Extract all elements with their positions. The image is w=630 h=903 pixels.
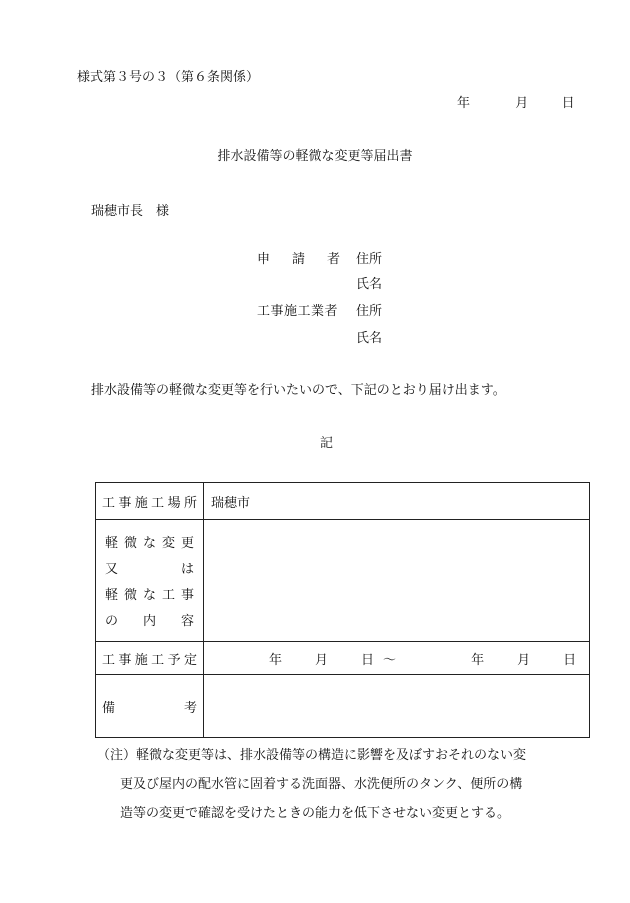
remarks-row <box>96 675 590 738</box>
applicant-address-label: 住所 <box>356 252 383 267</box>
schedule-year-1: 年 <box>269 652 283 668</box>
location-label-cell <box>96 483 204 520</box>
schedule-day-2: 日 <box>563 652 577 668</box>
statement: 排水設備等の軽微な変更等を行いたいので、下記のとおり届け出ます。 <box>91 383 506 398</box>
schedule-month-2: 月 <box>517 652 531 668</box>
date-line <box>457 97 575 110</box>
schedule-day-1: 日 <box>361 652 375 668</box>
location-value: 瑞穂市 <box>204 483 590 520</box>
location-label: 工 事 施 工 場 所 <box>102 495 197 511</box>
details-table <box>95 482 590 738</box>
schedule-label: 工 事 施 工 予 定 <box>102 652 197 668</box>
schedule-tilde: ～ <box>383 652 397 668</box>
applicant-name-label: 氏名 <box>356 277 383 292</box>
note-prefix: （注） <box>97 748 137 763</box>
location-row <box>96 483 590 520</box>
contractor-address-label: 住所 <box>356 304 383 319</box>
content-row <box>96 520 590 642</box>
content-label: 軽 微 な 変 更 又 は 軽 微 な 工 事 の 内 容 <box>104 536 194 629</box>
note-text-1: 軽微な変更等は、排水設備等の構造に影響を及ぼすおそれのない変 <box>136 748 527 763</box>
note-line-3: 造等の変更で確認を受けたときの能力を低下させない変更とする。 <box>120 806 511 821</box>
contractor-name-label: 氏名 <box>356 331 383 346</box>
addressee: 瑞穂市長 様 <box>91 204 170 219</box>
document-title: 排水設備等の軽微な変更等届出書 <box>217 149 413 164</box>
remarks-label-cell <box>96 675 204 738</box>
note-block <box>97 741 577 828</box>
schedule-value <box>204 642 590 675</box>
content-value <box>204 520 590 642</box>
schedule-row <box>96 642 590 675</box>
applicant-role <box>257 253 340 266</box>
remarks-value <box>204 675 590 738</box>
content-label-cell <box>96 520 204 642</box>
note-line-1 <box>97 741 577 770</box>
schedule-year-2: 年 <box>471 652 485 668</box>
contractor-role: 工事施工業者 <box>257 304 339 319</box>
remarks-label: 備 考 <box>102 700 197 716</box>
date-year-label: 年 <box>457 96 471 111</box>
schedule-month-1: 月 <box>315 652 329 668</box>
form-number: 様式第３号の３（第６条関係） <box>77 70 260 85</box>
date-day-label: 日 <box>561 96 575 111</box>
ki-heading: 記 <box>320 436 334 451</box>
schedule-label-cell <box>96 642 204 675</box>
schedule-dates <box>204 649 589 668</box>
note-line-2: 更及び屋内の配水管に固着する洗面器、水洗便所のタンク、便所の構 <box>120 777 523 792</box>
applicant-role-char: 者 <box>326 252 340 267</box>
applicant-role-char: 申 <box>257 252 271 267</box>
applicant-role-char: 請 <box>291 252 305 267</box>
date-month-label: 月 <box>515 96 529 111</box>
